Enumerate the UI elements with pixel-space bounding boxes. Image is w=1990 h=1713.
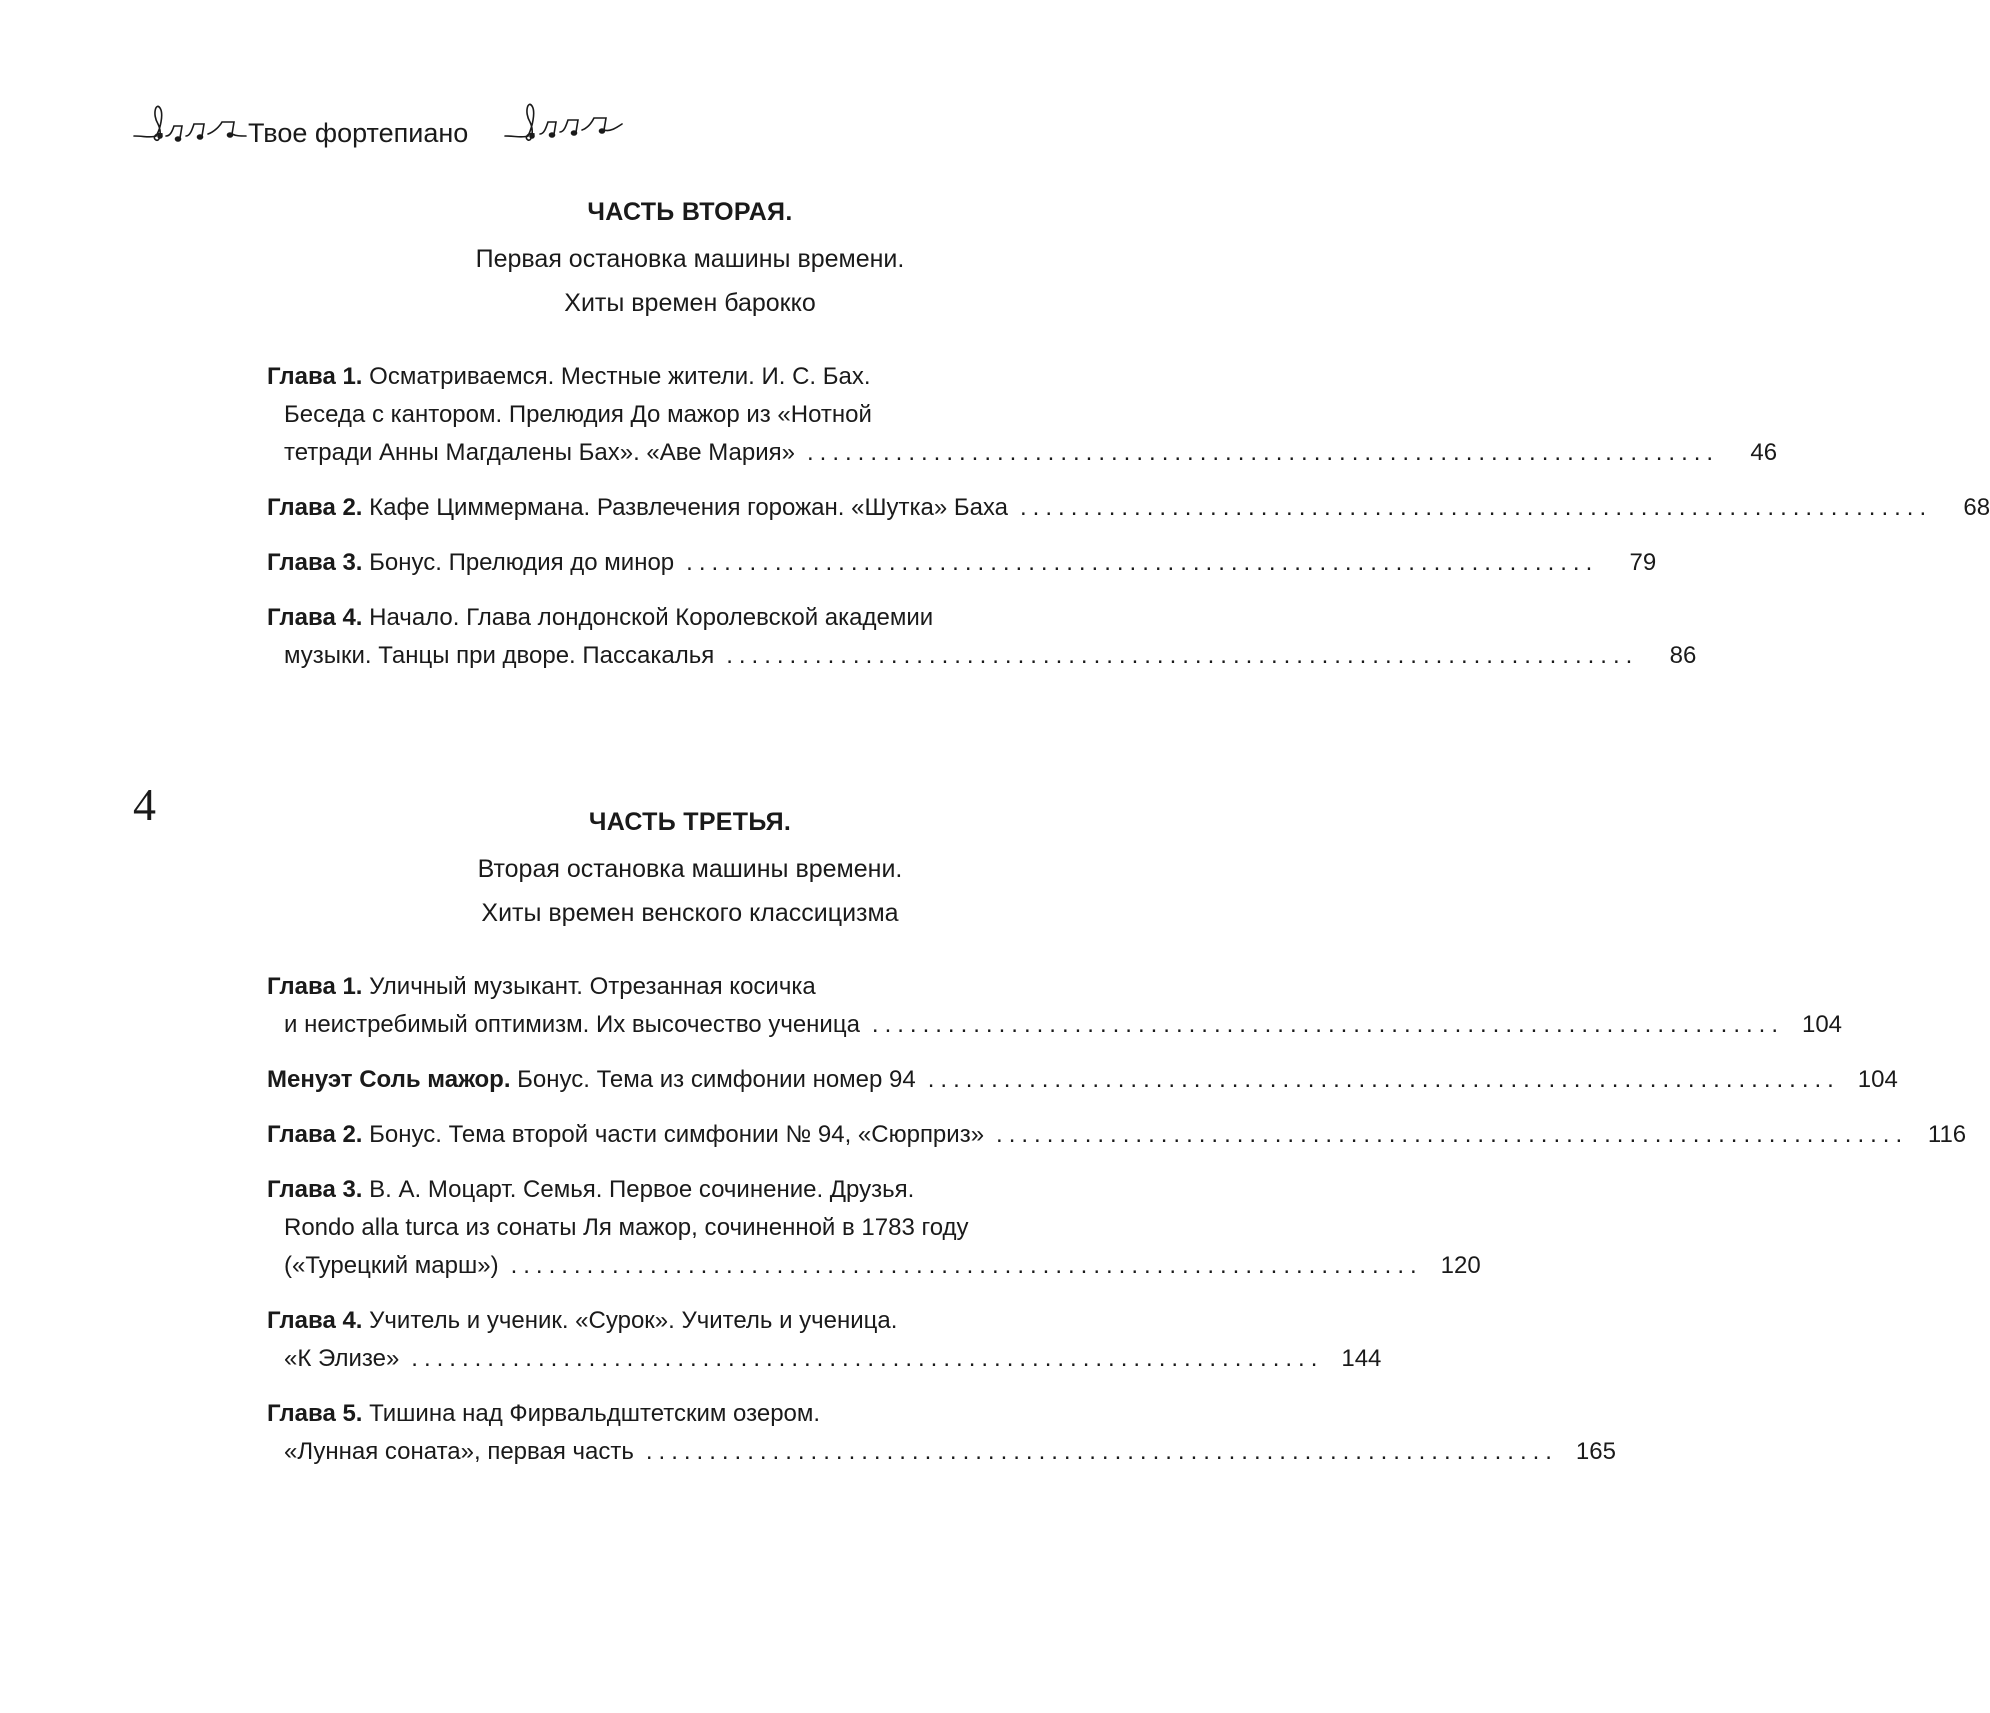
toc-text: Rondo alla turca из сонаты Ля мажор, сочиненной в 1783 году [284,1214,969,1241]
leader-dots: ........................................................................ [996,1121,1909,1148]
leader-dots: ........................................................................ [1020,494,1933,521]
leader-dots: ........................................................................ [927,1066,1840,1093]
toc-label: Глава 3. [267,549,363,576]
toc-entry[interactable] [267,968,1843,1044]
toc-text: В. А. Моцарт. Семья. Первое сочинение. Друзья. [369,1176,915,1203]
toc-label: Глава 1. [267,363,363,390]
running-header-title: Твое фортепиано [248,118,469,148]
toc-label: Глава 4. [267,1307,363,1334]
part-title: ЧАСТЬ ТРЕТЬЯ. [588,808,792,836]
toc-entry[interactable] [267,358,1778,472]
toc-list [267,358,1990,692]
toc-label: Глава 2. [267,494,363,521]
toc-text: Тишина над Фирвальдштетским озером. [369,1400,821,1427]
part-heading [360,198,1020,325]
leader-dots: ........................................................................ [871,1011,1785,1038]
toc-text: Бонус. Прелюдия до минор [369,549,675,576]
toc-page-number: 86 [1669,642,1697,669]
toc-page-number: 79 [1629,549,1657,576]
toc-page-number: 104 [1857,1066,1898,1093]
toc-label: Глава 5. [267,1400,363,1427]
toc-label: Глава 3. [267,1176,363,1203]
part-subtitle-line: Вторая остановка машины времени. [477,855,903,883]
toc-page-number: 68 [1963,494,1990,521]
leader-dots: ........................................................................ [645,1438,1558,1465]
toc-label: Глава 2. [267,1121,363,1148]
toc-page-number: 116 [1927,1121,1967,1148]
toc-entry[interactable] [267,1171,1481,1285]
page-number: 4 [133,779,156,830]
toc-entry[interactable] [267,599,1697,675]
toc-text: («Турецкий марш») [284,1252,499,1279]
toc-entry[interactable] [267,1061,1898,1099]
toc-label: Менуэт Соль мажор. [267,1066,511,1093]
leader-dots: ........................................................................ [510,1252,1423,1279]
toc-entry[interactable] [267,489,1990,527]
toc-label: Глава 4. [267,604,363,631]
part-subtitle-line: Хиты времен барокко [564,289,816,317]
part-heading [360,808,1020,935]
part-subtitle-line: Первая остановка машины времени. [475,245,905,273]
toc-page-number: 165 [1575,1438,1616,1465]
leader-dots: ........................................................................ [686,549,1599,576]
toc-text: музыки. Танцы при дворе. Пассакалья [284,642,715,669]
toc-entry[interactable] [267,1302,1382,1378]
leader-dots: ........................................................................ [411,1345,1324,1372]
toc-label: Глава 1. [267,973,363,1000]
leader-dots: ........................................................................ [726,642,1639,669]
toc-entry[interactable] [267,1116,1967,1154]
toc-text: Бонус. Тема второй части симфонии № 94, «Сюрприз» [369,1121,985,1148]
toc-text: тетради Анны Магдалены Бах». «Аве Мария» [284,439,795,466]
toc-text: Кафе Циммермана. Развлечения горожан. «Шутка» Баха [369,494,1009,521]
running-header [130,100,650,170]
toc-page-number: 144 [1341,1345,1382,1372]
toc-text: Беседа с кантором. Прелюдия До мажор из «Нотной [284,401,872,428]
part-subtitle-line: Хиты времен венского классицизма [481,899,899,927]
toc-page-number: 120 [1440,1252,1481,1279]
toc-text: Уличный музыкант. Отрезанная косичка [369,973,816,1000]
toc-list [267,968,1967,1488]
leader-dots: ........................................................................ [806,439,1720,466]
toc-text: Бонус. Тема из симфонии номер 94 [517,1066,916,1093]
toc-entry[interactable] [267,544,1657,582]
toc-page-number: 104 [1801,1011,1843,1038]
part-title: ЧАСТЬ ВТОРАЯ. [587,198,793,226]
toc-text: и неистребимый оптимизм. Их высочество ученица [284,1011,860,1038]
toc-text: Учитель и ученик. «Сурок». Учитель и ученица. [369,1307,898,1334]
toc-text: «Лунная соната», первая часть [284,1438,634,1465]
toc-text: Осматриваемся. Местные жители. И. С. Бах. [369,363,871,390]
toc-text: Начало. Глава лондонской Королевской академии [369,604,934,631]
toc-entry[interactable] [267,1395,1616,1471]
toc-text: «К Элизе» [284,1345,400,1372]
toc-page-number: 46 [1750,439,1778,466]
